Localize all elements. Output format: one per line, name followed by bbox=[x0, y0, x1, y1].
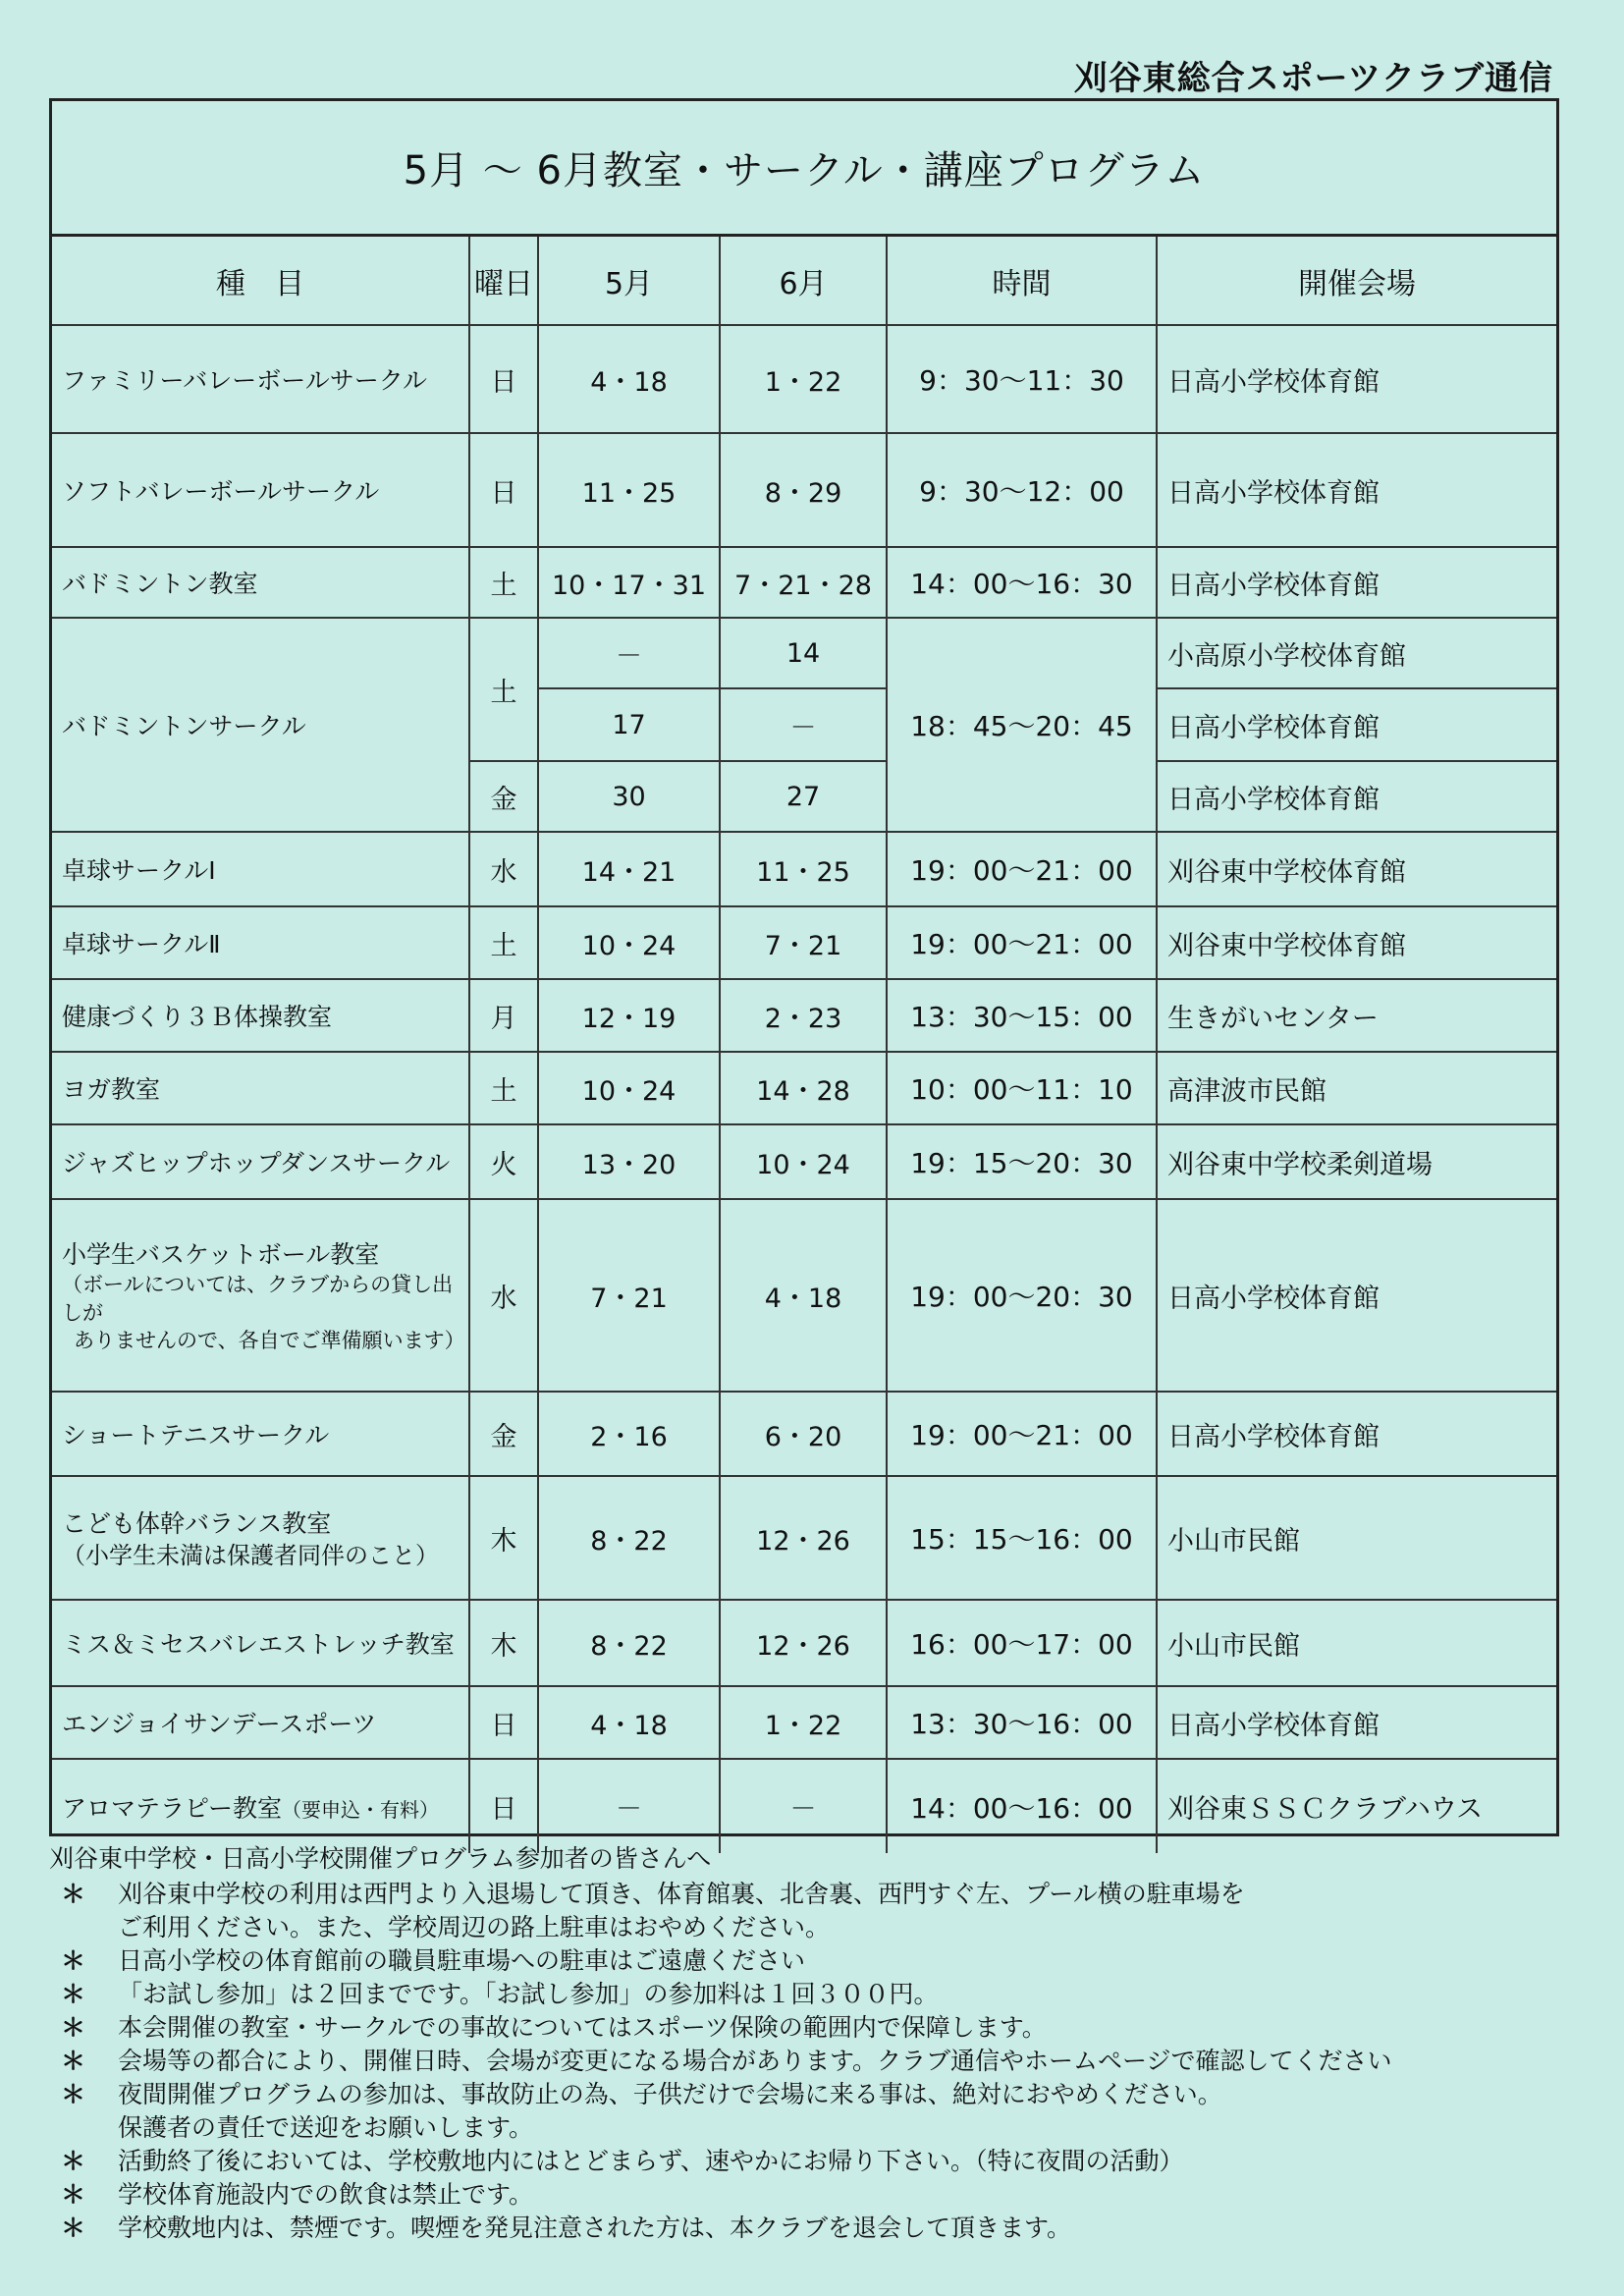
program-june: 14・28 bbox=[720, 1052, 887, 1124]
column-header-may: 5月 bbox=[538, 237, 720, 325]
program-time: 9：30〜12：00 bbox=[887, 433, 1157, 547]
program-may: 14・21 bbox=[538, 832, 720, 906]
table-row bbox=[52, 433, 1556, 547]
program-time: 13：30〜15：00 bbox=[887, 979, 1157, 1052]
program-name: ソフトバレーボールサークル bbox=[52, 433, 469, 547]
table-row bbox=[52, 1476, 1556, 1600]
program-venue: 日高小学校体育館 bbox=[1157, 1199, 1556, 1392]
note-text: 「お試し参加」は２回までです。「お試し参加」の参加料は１回３００円。 bbox=[118, 1980, 939, 2008]
note-text: 刈谷東中学校の利用は西門より入退場して頂き、体育館裏、北舎裏、西門すぐ左、プール横の駐車場を bbox=[118, 1880, 1245, 1908]
table-row bbox=[52, 618, 1556, 688]
asterisk-icon: ＊ bbox=[61, 2080, 86, 2108]
asterisk-icon: ＊ bbox=[61, 1980, 86, 2008]
program-name: アロマテラピー教室 bbox=[62, 1793, 283, 1823]
program-day: 日 bbox=[469, 433, 538, 547]
program-day: 木 bbox=[469, 1476, 538, 1600]
program-time: 18：45〜20：45 bbox=[887, 618, 1157, 832]
list-item bbox=[49, 1944, 1561, 1978]
table-row bbox=[52, 906, 1556, 979]
program-note: （ボールについては、クラブからの貸し出しが bbox=[62, 1273, 454, 1325]
program-june: － bbox=[720, 1759, 887, 1853]
program-day: 土 bbox=[469, 618, 538, 761]
program-venue: 日高小学校体育館 bbox=[1157, 547, 1556, 618]
list-item bbox=[49, 2212, 1561, 2245]
program-june: 12・26 bbox=[720, 1600, 887, 1686]
program-june: 8・29 bbox=[720, 433, 887, 547]
table-row bbox=[52, 1392, 1556, 1476]
program-may: 10・24 bbox=[538, 1052, 720, 1124]
list-item bbox=[49, 2078, 1561, 2111]
column-header-event: 種 目 bbox=[52, 237, 469, 325]
program-venue: 日高小学校体育館 bbox=[1157, 1686, 1556, 1759]
list-item bbox=[49, 1878, 1561, 1911]
program-name-cell bbox=[52, 1759, 469, 1853]
table-row bbox=[52, 325, 1556, 433]
program-june: 11・25 bbox=[720, 832, 887, 906]
asterisk-icon: ＊ bbox=[61, 2013, 86, 2042]
table-row bbox=[52, 1199, 1556, 1392]
program-venue: 小高原小学校体育館 bbox=[1157, 618, 1556, 688]
program-name: 卓球サークルⅠ bbox=[52, 832, 469, 906]
program-june: 4・18 bbox=[720, 1199, 887, 1392]
column-header-day: 曜日 bbox=[469, 237, 538, 325]
program-may: 8・22 bbox=[538, 1476, 720, 1600]
participant-notes bbox=[49, 1842, 1561, 2245]
note-text: 会場等の都合により、開催日時、会場が変更になる場合があります。クラブ通信やホームページで確認してください bbox=[118, 2047, 1392, 2075]
program-may: 10・24 bbox=[538, 906, 720, 979]
list-item bbox=[49, 2111, 1561, 2145]
program-day: 金 bbox=[469, 1392, 538, 1476]
program-day: 土 bbox=[469, 1052, 538, 1124]
program-may: 17 bbox=[538, 688, 720, 761]
program-time: 14：00〜16：00 bbox=[887, 1759, 1157, 1853]
table-row bbox=[52, 547, 1556, 618]
note-text: 本会開催の教室・サークルでの事故についてはスポーツ保険の範囲内で保障します。 bbox=[118, 2013, 1047, 2042]
program-may: 30 bbox=[538, 761, 720, 832]
newsletter-header: 刈谷東総合スポーツクラブ通信 bbox=[1073, 59, 1553, 98]
program-venue: 日高小学校体育館 bbox=[1157, 1392, 1556, 1476]
program-day: 日 bbox=[469, 1759, 538, 1853]
program-venue: 日高小学校体育館 bbox=[1157, 325, 1556, 433]
notes-lead: 刈谷東中学校・日高小学校開催プログラム参加者の皆さんへ bbox=[49, 1844, 712, 1873]
program-day: 木 bbox=[469, 1600, 538, 1686]
program-time: 10：00〜11：10 bbox=[887, 1052, 1157, 1124]
table-row bbox=[52, 1600, 1556, 1686]
note-text: 学校体育施設内での飲食は禁止です。 bbox=[118, 2180, 534, 2209]
program-may: 13・20 bbox=[538, 1124, 720, 1199]
program-venue: 小山市民館 bbox=[1157, 1476, 1556, 1600]
page-title: 5月 〜 6月教室・サークル・講座プログラム bbox=[52, 101, 1556, 237]
program-time: 19：00〜21：00 bbox=[887, 832, 1157, 906]
program-venue: 刈谷東ＳＳＣクラブハウス bbox=[1157, 1759, 1556, 1853]
program-day: 土 bbox=[469, 906, 538, 979]
program-name: こども体幹バランス教室 bbox=[62, 1508, 332, 1538]
program-name: ジャズヒップホップダンスサークル bbox=[52, 1124, 469, 1199]
program-venue: 刈谷東中学校体育館 bbox=[1157, 832, 1556, 906]
program-june: 1・22 bbox=[720, 325, 887, 433]
program-venue: 小山市民館 bbox=[1157, 1600, 1556, 1686]
program-venue: 生きがいセンター bbox=[1157, 979, 1556, 1052]
program-note: （要申込・有料） bbox=[282, 1797, 440, 1822]
asterisk-icon: ＊ bbox=[61, 2147, 86, 2175]
table-header-row bbox=[52, 237, 1556, 325]
program-day: 水 bbox=[469, 832, 538, 906]
asterisk-icon: ＊ bbox=[61, 2180, 86, 2209]
program-day: 日 bbox=[469, 325, 538, 433]
program-june: 10・24 bbox=[720, 1124, 887, 1199]
program-june: 7・21・28 bbox=[720, 547, 887, 618]
program-time: 15：15〜16：00 bbox=[887, 1476, 1157, 1600]
program-time: 14：00〜16：30 bbox=[887, 547, 1157, 618]
program-name: エンジョイサンデースポーツ bbox=[52, 1686, 469, 1759]
program-frame bbox=[49, 98, 1559, 1836]
asterisk-icon: ＊ bbox=[61, 2047, 86, 2075]
column-header-venue: 開催会場 bbox=[1157, 237, 1556, 325]
program-may: 10・17・31 bbox=[538, 547, 720, 618]
list-item bbox=[49, 2011, 1561, 2045]
program-june: 27 bbox=[720, 761, 887, 832]
list-item bbox=[49, 2145, 1561, 2178]
table-row bbox=[52, 979, 1556, 1052]
program-venue: 刈谷東中学校柔剣道場 bbox=[1157, 1124, 1556, 1199]
program-day: 月 bbox=[469, 979, 538, 1052]
program-may: － bbox=[538, 618, 720, 688]
table-row bbox=[52, 1686, 1556, 1759]
asterisk-icon: ＊ bbox=[61, 1946, 86, 1975]
program-may: 11・25 bbox=[538, 433, 720, 547]
asterisk-icon: ＊ bbox=[61, 2214, 86, 2242]
program-name: ファミリーバレーボールサークル bbox=[52, 325, 469, 433]
program-june: 1・22 bbox=[720, 1686, 887, 1759]
program-june: － bbox=[720, 688, 887, 761]
program-may: 4・18 bbox=[538, 325, 720, 433]
program-name-cell bbox=[52, 1199, 469, 1392]
program-table bbox=[52, 237, 1556, 1853]
note-text: 学校敷地内は、禁煙です。喫煙を発見注意された方は、本クラブを退会して頂きます。 bbox=[118, 2214, 1072, 2242]
column-header-june: 6月 bbox=[720, 237, 887, 325]
note-text: ご利用ください。また、学校周辺の路上駐車はおやめください。 bbox=[118, 1913, 831, 1941]
list-item bbox=[49, 2178, 1561, 2212]
program-may: 2・16 bbox=[538, 1392, 720, 1476]
program-note: ありませんので、各自でご準備願います） bbox=[74, 1329, 465, 1353]
note-text: 日高小学校の体育館前の職員駐車場への駐車はご遠慮ください bbox=[118, 1946, 806, 1975]
program-time: 9：30〜11：30 bbox=[887, 325, 1157, 433]
program-time: 19：00〜21：00 bbox=[887, 906, 1157, 979]
list-item bbox=[49, 1911, 1561, 1944]
program-name: 卓球サークルⅡ bbox=[52, 906, 469, 979]
program-june: 6・20 bbox=[720, 1392, 887, 1476]
table-row bbox=[52, 1759, 1556, 1853]
program-time: 19：00〜21：00 bbox=[887, 1392, 1157, 1476]
column-header-time: 時間 bbox=[887, 237, 1157, 325]
program-name-cell bbox=[52, 1476, 469, 1600]
program-time: 19：15〜20：30 bbox=[887, 1124, 1157, 1199]
note-text: 夜間開催プログラムの参加は、事故防止の為、子供だけで会場に来る事は、絶対におやめください。 bbox=[118, 2080, 1222, 2108]
program-day: 火 bbox=[469, 1124, 538, 1199]
note-text: 保護者の責任で送迎をお願いします。 bbox=[118, 2113, 534, 2142]
program-day: 土 bbox=[469, 547, 538, 618]
program-may: － bbox=[538, 1759, 720, 1853]
program-name: 健康づくり３Ｂ体操教室 bbox=[52, 979, 469, 1052]
program-may: 12・19 bbox=[538, 979, 720, 1052]
program-time: 19：00〜20：30 bbox=[887, 1199, 1157, 1392]
program-day: 日 bbox=[469, 1686, 538, 1759]
program-name: ヨガ教室 bbox=[52, 1052, 469, 1124]
table-row bbox=[52, 832, 1556, 906]
program-may: 4・18 bbox=[538, 1686, 720, 1759]
program-name: バドミントン教室 bbox=[52, 547, 469, 618]
program-june: 12・26 bbox=[720, 1476, 887, 1600]
program-june: 2・23 bbox=[720, 979, 887, 1052]
program-june: 14 bbox=[720, 618, 887, 688]
program-name: ショートテニスサークル bbox=[52, 1392, 469, 1476]
program-note: （小学生未満は保護者同伴のこと） bbox=[62, 1541, 439, 1569]
program-june: 7・21 bbox=[720, 906, 887, 979]
program-venue: 高津波市民館 bbox=[1157, 1052, 1556, 1124]
program-venue: 日高小学校体育館 bbox=[1157, 761, 1556, 832]
program-time: 13：30〜16：00 bbox=[887, 1686, 1157, 1759]
table-row bbox=[52, 1052, 1556, 1124]
program-venue: 日高小学校体育館 bbox=[1157, 433, 1556, 547]
program-venue: 日高小学校体育館 bbox=[1157, 688, 1556, 761]
program-may: 8・22 bbox=[538, 1600, 720, 1686]
asterisk-icon: ＊ bbox=[61, 1880, 86, 1908]
notes-list bbox=[49, 1878, 1561, 2245]
table-row bbox=[52, 1124, 1556, 1199]
program-name: バドミントンサークル bbox=[52, 618, 469, 832]
program-may: 7・21 bbox=[538, 1199, 720, 1392]
list-item bbox=[49, 1978, 1561, 2011]
program-day: 金 bbox=[469, 761, 538, 832]
program-venue: 刈谷東中学校体育館 bbox=[1157, 906, 1556, 979]
program-day: 水 bbox=[469, 1199, 538, 1392]
program-name: 小学生バスケットボール教室 bbox=[62, 1240, 380, 1270]
note-text: 活動終了後においては、学校敷地内にはとどまらず、速やかにお帰り下さい。（特に夜間の活動） bbox=[118, 2147, 1184, 2175]
program-time: 16：00〜17：00 bbox=[887, 1600, 1157, 1686]
program-name: ミス＆ミセスバレエストレッチ教室 bbox=[52, 1600, 469, 1686]
list-item bbox=[49, 2045, 1561, 2078]
